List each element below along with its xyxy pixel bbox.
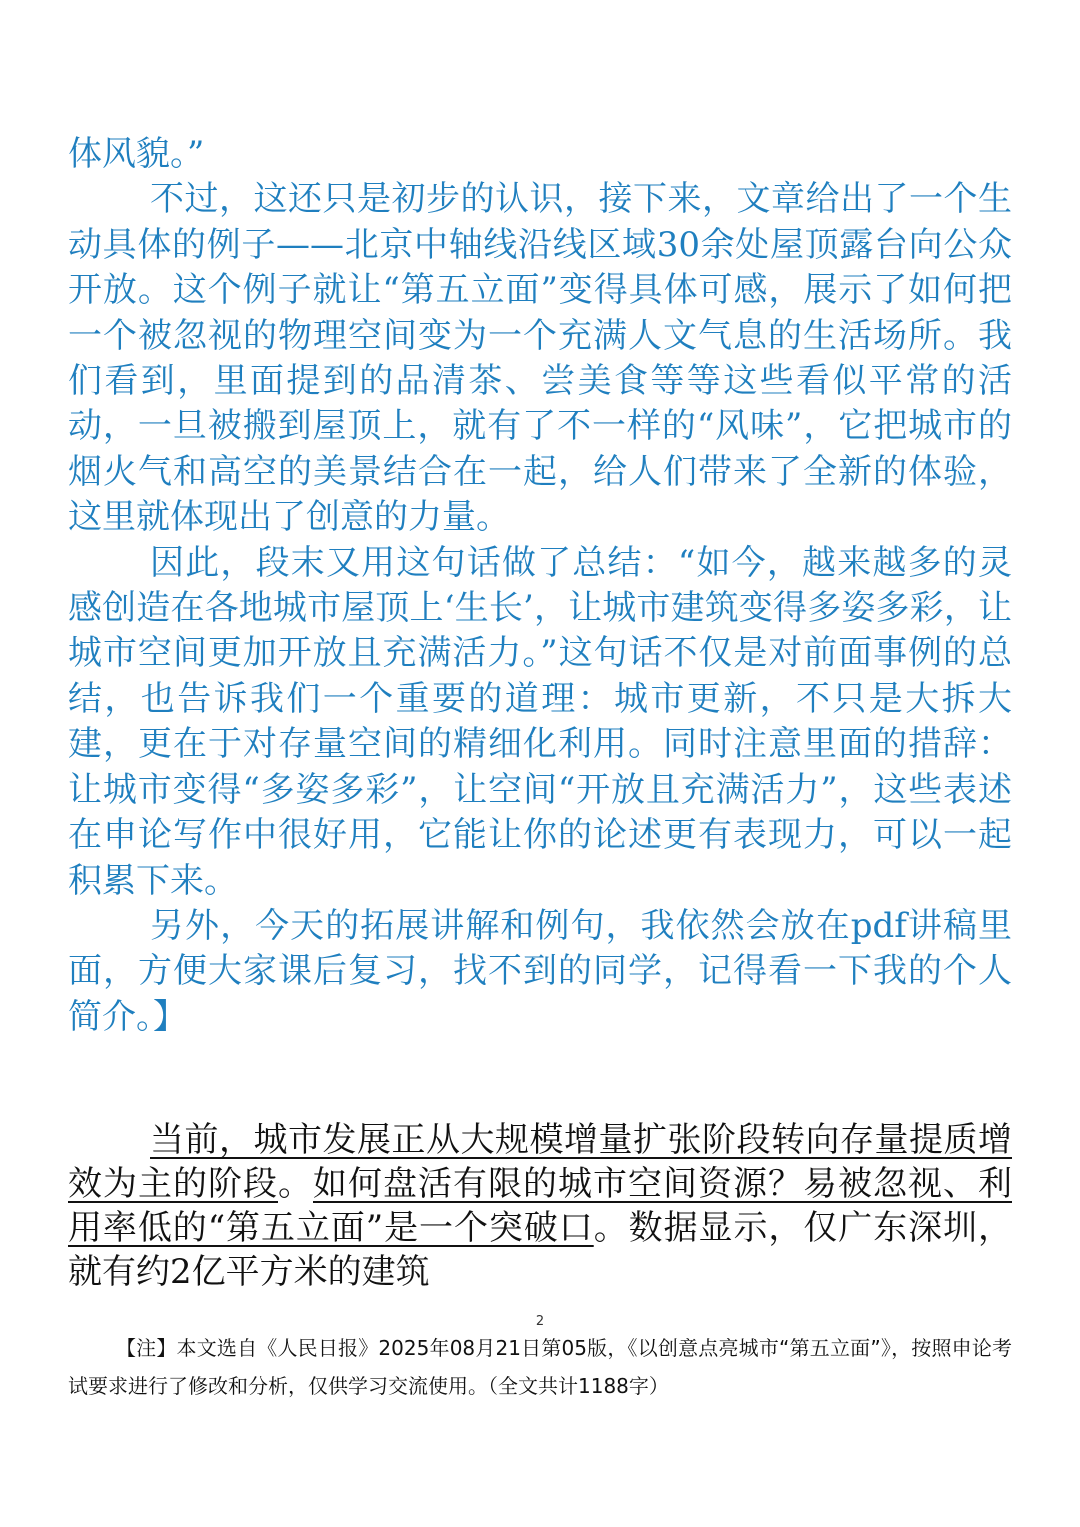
commentary-paragraph: 另外，今天的拓展讲解和例句，我依然会放在pdf讲稿里面，方便大家课后复习，找不到的同学，记得看一下我的个人简介。】: [68, 905, 1012, 1037]
sentence-separator: 。: [278, 1164, 313, 1204]
source-article-paragraph: [68, 1118, 1012, 1294]
source-text-rest: 。数据显示，仅广东深圳，就有约2亿平方米的建筑: [68, 1208, 1012, 1292]
commentary-paragraph: 因此，段末又用这句话做了总结：“如今，越来越多的灵感创造在各地城市屋顶上‘生长’，让城市建筑变得多姿多彩，让城市空间更加开放且充满活力。”这句话不仅是对前面事例的总结，也告诉我们一个重要的道理：城市更新，不只是大拆大建，更在于对存量空间的精细化利用。同时注意里面的措辞：让城市变得“多姿多彩”，让空间“开放且充满活力”，这些表述在申论写作中很好用，它能让你的论述更有表现力，可以一起积累下来。: [68, 542, 1012, 901]
footnote: 【注】本文选自《人民日报》2025年08月21日第05版，《以创意点亮城市“第五立面”》，按照申论考试要求进行了修改和分析，仅供学习交流使用。（全文共计1188字）: [68, 1336, 1012, 1398]
page-number: 2: [535, 1314, 545, 1329]
commentary-paragraph: 不过，这还只是初步的认识，接下来，文章给出了一个生动具体的例子——北京中轴线沿线区域30余处屋顶露台向公众开放。这个例子就让“第五立面”变得具体可感，展示了如何把一个被忽视的物理空间变为一个充满人文气息的生活场所。我们看到，里面提到的品清茶、尝美食等等这些看似平常的活动，一旦被搬到屋顶上，就有了不一样的“风味”，它把城市的烟火气和高空的美景结合在一起，给人们带来了全新的体验，这里就体现出了创意的力量。: [68, 179, 1012, 538]
underlined-sentence: 如何盘活有限的城市空间资源？易被忽视、利用率低的“第五立面”是一个突破口: [68, 1164, 1012, 1248]
commentary-paragraph: 体风貌。”: [68, 134, 205, 174]
underlined-sentence: 当前，城市发展正从大规模增量扩张阶段转向存量提质增效为主的阶段: [68, 1120, 1012, 1204]
commentary-block: [68, 132, 1012, 1040]
